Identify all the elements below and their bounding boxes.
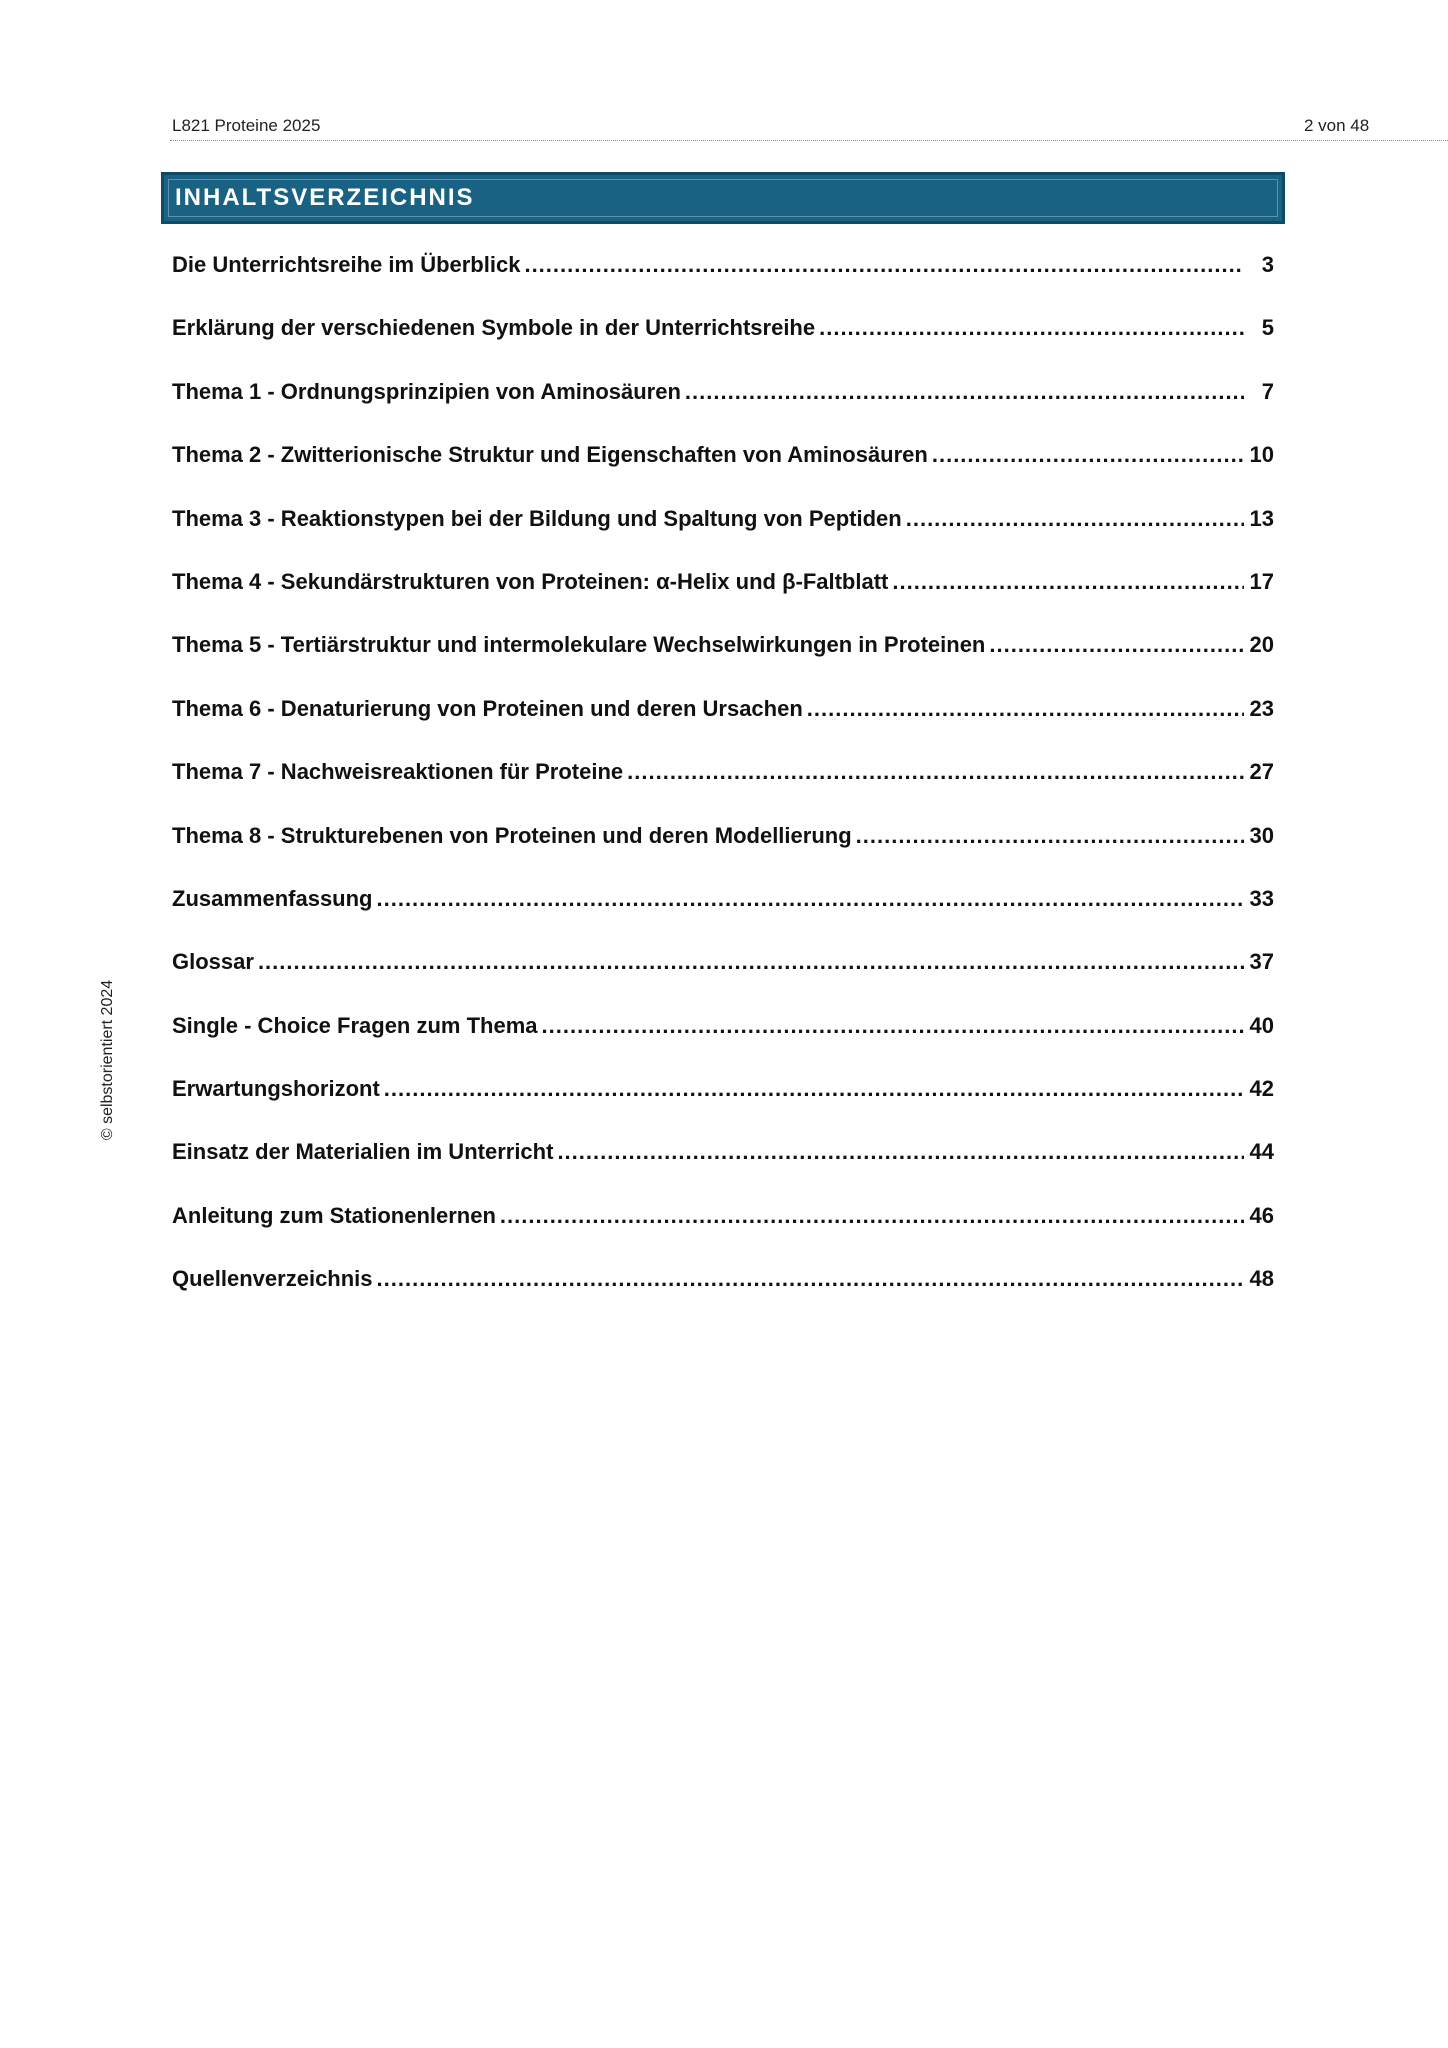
toc-entry-title: Single - Choice Fragen zum Thema	[172, 1012, 538, 1038]
toc-entry-page: 3	[1261, 252, 1274, 277]
toc-entry-title: Erklärung der verschiedenen Symbole in der Unterrichtsreihe	[172, 315, 816, 341]
toc-leader	[685, 379, 1244, 405]
toc-entry[interactable]	[172, 759, 1274, 822]
toc-leader	[807, 696, 1244, 722]
toc-title: INHALTSVERZEICHNIS	[175, 184, 475, 211]
toc-entry[interactable]	[172, 252, 1274, 315]
toc-entry-title: Die Unterrichtsreihe im Überblick	[172, 252, 521, 277]
toc-entry[interactable]	[172, 1266, 1274, 1329]
toc-leader	[989, 632, 1244, 658]
toc-leader	[377, 1266, 1244, 1292]
toc-entry-page: 5	[1261, 315, 1274, 341]
toc-entry-title: Anleitung zum Stationenlernen	[172, 1202, 496, 1228]
toc-leader	[557, 1139, 1244, 1165]
toc-entry-page: 33	[1249, 885, 1274, 911]
toc-leader	[932, 442, 1244, 468]
toc-entry-page: 37	[1249, 949, 1274, 975]
page-header	[170, 116, 1448, 141]
toc-entry-title: Thema 2 - Zwitterionische Struktur und Eigenschaften von Aminosäuren	[172, 442, 928, 468]
toc-entry-title: Thema 7 - Nachweisreaktionen für Proteine	[172, 759, 624, 785]
toc-leader	[542, 1013, 1244, 1039]
toc-entry-title: Quellenverzeichnis	[172, 1266, 373, 1292]
toc-entry[interactable]	[172, 315, 1274, 378]
toc-entry-page: 7	[1261, 378, 1274, 404]
toc-leader	[258, 949, 1244, 975]
toc-entry[interactable]	[172, 1139, 1274, 1202]
toc-entry-title: Thema 1 - Ordnungsprinzipien von Aminosäuren	[172, 378, 681, 404]
toc-entry-page: 13	[1249, 505, 1274, 531]
toc-entry-title: Einsatz der Materialien im Unterricht	[172, 1139, 554, 1165]
toc-entry[interactable]	[172, 632, 1274, 695]
copyright-note: © selbstorientiert 2024	[99, 979, 116, 1141]
toc-entry[interactable]	[172, 823, 1274, 886]
toc-entry-title: Glossar	[172, 949, 254, 975]
toc-entry-page: 20	[1249, 632, 1274, 658]
toc-entry-page: 48	[1249, 1266, 1274, 1292]
toc-entry-page: 17	[1249, 568, 1274, 594]
toc-entry[interactable]	[172, 506, 1274, 569]
toc-entry-page: 30	[1249, 822, 1274, 848]
toc-leader	[856, 823, 1244, 849]
toc-entry[interactable]	[172, 1013, 1274, 1076]
toc-entry-page: 42	[1249, 1076, 1274, 1102]
toc-entry[interactable]	[172, 1203, 1274, 1266]
toc-entry[interactable]	[172, 696, 1274, 759]
toc-leader	[524, 252, 1244, 278]
toc-entry[interactable]	[172, 886, 1274, 949]
toc-entry[interactable]	[172, 1076, 1274, 1139]
toc-entry-page: 10	[1249, 442, 1274, 468]
toc-leader	[627, 759, 1244, 785]
toc-leader	[377, 886, 1245, 912]
toc-leader	[500, 1203, 1244, 1229]
toc-entry-title: Thema 8 - Strukturebenen von Proteinen und deren Modellierung	[172, 822, 852, 848]
toc-entry[interactable]	[172, 949, 1274, 1012]
toc-leader	[906, 506, 1244, 532]
toc-entry-title: Erwartungshorizont	[172, 1076, 380, 1102]
toc-list	[172, 252, 1274, 1330]
toc-entry[interactable]	[172, 379, 1274, 442]
toc-leader	[892, 569, 1244, 595]
page-number: 2 von 48	[1304, 116, 1370, 135]
toc-entry-title: Thema 5 - Tertiärstruktur und intermolekulare Wechselwirkungen in Proteinen	[172, 632, 986, 658]
toc-banner	[161, 172, 1285, 224]
toc-entry-page: 40	[1249, 1012, 1274, 1038]
toc-entry-page: 23	[1249, 695, 1274, 721]
toc-entry-title: Zusammenfassung	[172, 885, 373, 911]
toc-leader	[819, 315, 1244, 341]
toc-entry-title: Thema 6 - Denaturierung von Proteinen und deren Ursachen	[172, 695, 803, 721]
toc-entry-page: 27	[1249, 759, 1274, 785]
toc-entry[interactable]	[172, 442, 1274, 505]
toc-entry-page: 46	[1249, 1202, 1274, 1228]
toc-entry-page: 44	[1249, 1139, 1274, 1165]
toc-entry-title: Thema 4 - Sekundärstrukturen von Proteinen: α-Helix und β-Faltblatt	[172, 568, 889, 594]
document-code: L821 Proteine 2025	[172, 116, 321, 135]
toc-entry-title: Thema 3 - Reaktionstypen bei der Bildung und Spaltung von Peptiden	[172, 505, 902, 531]
toc-leader	[384, 1076, 1244, 1102]
toc-entry[interactable]	[172, 569, 1274, 632]
